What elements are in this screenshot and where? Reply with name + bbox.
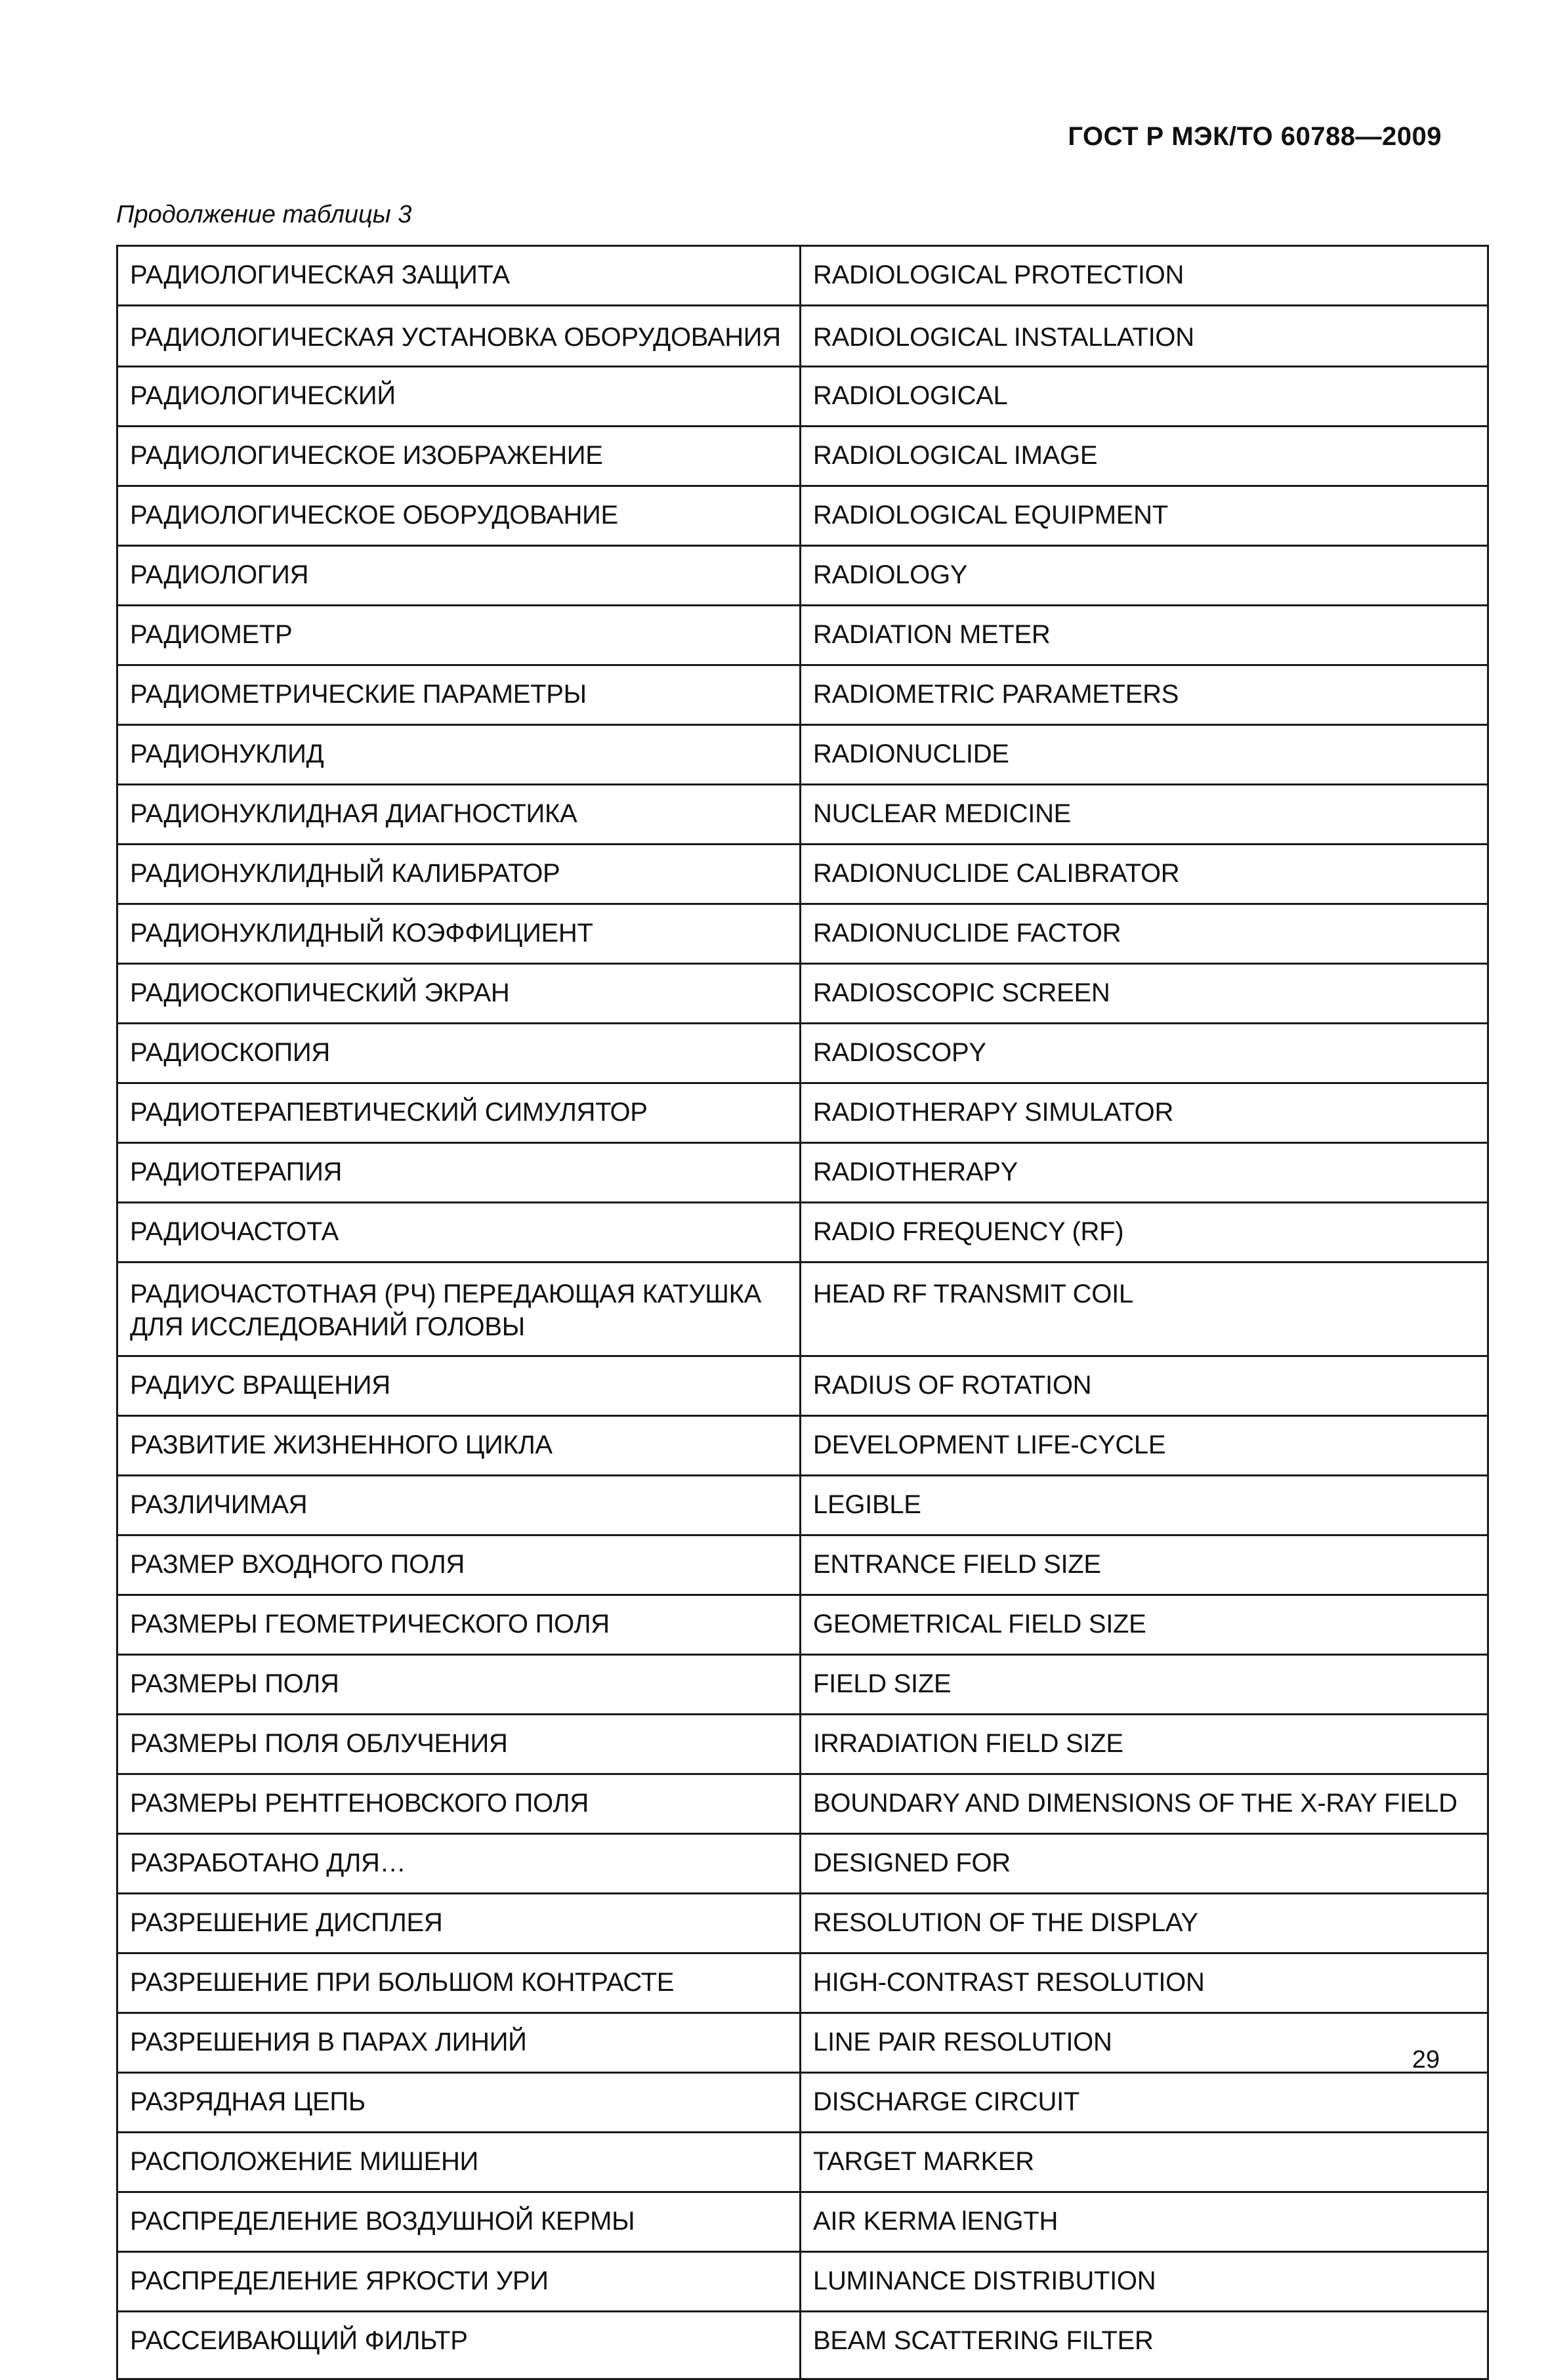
table-row (117, 1715, 1488, 1774)
table-row (117, 1894, 1488, 1953)
table-row (117, 2073, 1488, 2133)
table-row (117, 1476, 1488, 1535)
terms-table-body (117, 246, 1488, 2379)
term-en-cell: RESOLUTION OF THE DISPLAY (801, 1894, 1488, 1953)
page-number: 29 (1412, 2046, 1440, 2074)
table-row (117, 306, 1488, 367)
table-row (117, 1263, 1488, 1356)
term-ru-cell: РАДИОЛОГИЧЕСКИЙ (117, 367, 801, 427)
term-ru-cell: РАЗМЕРЫ ГЕОМЕТРИЧЕСКОГО ПОЛЯ (117, 1595, 801, 1655)
term-en-cell: RADIOLOGICAL IMAGE (801, 427, 1488, 486)
term-ru-cell: РАДИОНУКЛИД (117, 725, 801, 785)
table-row (117, 1203, 1488, 1263)
term-en-cell: LUMINANCE DISTRIBUTION (801, 2252, 1488, 2312)
term-ru-cell: РАЗРАБОТАНО ДЛЯ… (117, 1834, 801, 1894)
term-en-cell: HEAD RF TRANSMIT COIL (801, 1263, 1488, 1356)
term-ru-cell: РАЗЛИЧИМАЯ (117, 1476, 801, 1535)
term-en-cell: BEAM SCATTERING FILTER (801, 2312, 1488, 2379)
term-en-cell: DISCHARGE CIRCUIT (801, 2073, 1488, 2133)
table-row (117, 2192, 1488, 2252)
term-ru-cell: РАЗМЕРЫ ПОЛЯ (117, 1655, 801, 1715)
table-row (117, 1083, 1488, 1143)
term-ru-cell: РАДИОСКОПИЯ (117, 1024, 801, 1083)
term-en-cell: RADIOTHERAPY (801, 1143, 1488, 1203)
term-ru-cell: РАДИОМЕТРИЧЕСКИЕ ПАРАМЕТРЫ (117, 665, 801, 725)
term-en-cell: HIGH-CONTRAST RESOLUTION (801, 1953, 1488, 2013)
term-ru-cell: РАЗМЕРЫ РЕНТГЕНОВСКОГО ПОЛЯ (117, 1774, 801, 1834)
term-en-cell: RADIO FREQUENCY (RF) (801, 1203, 1488, 1263)
term-ru-cell: РАЗМЕРЫ ПОЛЯ ОБЛУЧЕНИЯ (117, 1715, 801, 1774)
term-ru-cell: РАДИОНУКЛИДНЫЙ КОЭФФИЦИЕНТ (117, 904, 801, 964)
term-en-cell: RADIUS OF ROTATION (801, 1356, 1488, 1416)
term-ru-cell: РАСПРЕДЕЛЕНИЕ ВОЗДУШНОЙ КЕРМЫ (117, 2192, 801, 2252)
term-en-cell: TARGET MARKER (801, 2133, 1488, 2192)
table-row (117, 845, 1488, 904)
term-en-cell: RADIONUCLIDE FACTOR (801, 904, 1488, 964)
term-en-cell: RADIATION METER (801, 606, 1488, 665)
term-ru-cell: РАДИОСКОПИЧЕСКИЙ ЭКРАН (117, 964, 801, 1024)
term-en-cell: DESIGNED FOR (801, 1834, 1488, 1894)
table-row (117, 2312, 1488, 2379)
table-row (117, 2252, 1488, 2312)
term-ru-cell: РАССЕИВАЮЩИЙ ФИЛЬТР (117, 2312, 801, 2379)
table-row (117, 2013, 1488, 2073)
term-ru-cell: РАДИОЛОГИЧЕСКАЯ ЗАЩИТА (117, 246, 801, 306)
term-en-cell: FIELD SIZE (801, 1655, 1488, 1715)
term-en-cell: NUCLEAR MEDICINE (801, 785, 1488, 845)
term-ru-cell: РАДИОТЕРАПИЯ (117, 1143, 801, 1203)
term-en-cell: RADIOSCOPIC SCREEN (801, 964, 1488, 1024)
term-en-cell: ENTRANCE FIELD SIZE (801, 1535, 1488, 1595)
table-row (117, 1953, 1488, 2013)
table-row (117, 486, 1488, 546)
term-en-cell: LINE PAIR RESOLUTION (801, 2013, 1488, 2073)
term-ru-cell: РАЗРЕШЕНИЯ В ПАРАХ ЛИНИЙ (117, 2013, 801, 2073)
term-en-cell: GEOMETRICAL FIELD SIZE (801, 1595, 1488, 1655)
table-caption: Продолжение таблицы 3 (116, 201, 412, 228)
table-row (117, 1774, 1488, 1834)
table-row (117, 2133, 1488, 2192)
term-ru-cell: РАЗМЕР ВХОДНОГО ПОЛЯ (117, 1535, 801, 1595)
term-en-cell: RADIOLOGICAL INSTALLATION (801, 306, 1488, 367)
term-ru-cell: РАСПОЛОЖЕНИЕ МИШЕНИ (117, 2133, 801, 2192)
terms-table (116, 245, 1489, 2380)
table-row (117, 546, 1488, 606)
term-en-cell: RADIOSCOPY (801, 1024, 1488, 1083)
table-row (117, 1595, 1488, 1655)
term-ru-cell: РАДИОЧАСТОТНАЯ (РЧ) ПЕРЕДАЮЩАЯ КАТУШКА ДЛЯ ИССЛЕДОВАНИЙ ГОЛОВЫ (117, 1263, 801, 1356)
term-en-cell: IRRADIATION FIELD SIZE (801, 1715, 1488, 1774)
table-row (117, 964, 1488, 1024)
term-en-cell: RADIOMETRIC PARAMETERS (801, 665, 1488, 725)
table-row (117, 725, 1488, 785)
term-en-cell: AIR KERMA lENGTH (801, 2192, 1488, 2252)
term-ru-cell: РАЗВИТИЕ ЖИЗНЕННОГО ЦИКЛА (117, 1416, 801, 1476)
term-ru-cell: РАДИОТЕРАПЕВТИЧЕСКИЙ СИМУЛЯТОР (117, 1083, 801, 1143)
term-ru-cell: РАЗРЕШЕНИЕ ПРИ БОЛЬШОМ КОНТРАСТЕ (117, 1953, 801, 2013)
term-en-cell: RADIOLOGICAL EQUIPMENT (801, 486, 1488, 546)
term-en-cell: LEGIBLE (801, 1476, 1488, 1535)
term-en-cell: RADIOLOGICAL PROTECTION (801, 246, 1488, 306)
table-row (117, 1356, 1488, 1416)
table-row (117, 606, 1488, 665)
term-en-cell: RADIONUCLIDE CALIBRATOR (801, 845, 1488, 904)
table-row (117, 1024, 1488, 1083)
term-ru-cell: РАДИУС ВРАЩЕНИЯ (117, 1356, 801, 1416)
term-ru-cell: РАДИОЛОГИЧЕСКОЕ ОБОРУДОВАНИЕ (117, 486, 801, 546)
table-row (117, 904, 1488, 964)
table-row (117, 1535, 1488, 1595)
term-en-cell: RADIOLOGY (801, 546, 1488, 606)
term-ru-cell: РАЗРЕШЕНИЕ ДИСПЛЕЯ (117, 1894, 801, 1953)
term-en-cell: RADIONUCLIDE (801, 725, 1488, 785)
term-ru-cell: РАДИОНУКЛИДНАЯ ДИАГНОСТИКА (117, 785, 801, 845)
table-row (117, 785, 1488, 845)
term-en-cell: DEVELOPMENT LIFE-CYCLE (801, 1416, 1488, 1476)
term-ru-cell: РАДИОМЕТР (117, 606, 801, 665)
term-en-cell: RADIOTHERAPY SIMULATOR (801, 1083, 1488, 1143)
table-row (117, 1834, 1488, 1894)
term-ru-cell: РАДИОНУКЛИДНЫЙ КАЛИБРАТОР (117, 845, 801, 904)
term-ru-cell: РАДИОЛОГИЯ (117, 546, 801, 606)
table-row (117, 1143, 1488, 1203)
term-en-cell: BOUNDARY AND DIMENSIONS OF THE X-RAY FIELD (801, 1774, 1488, 1834)
table-row (117, 665, 1488, 725)
table-row (117, 1416, 1488, 1476)
document-code: ГОСТ Р МЭК/ТО 60788—2009 (1068, 122, 1442, 151)
term-ru-cell: РАСПРЕДЕЛЕНИЕ ЯРКОСТИ УРИ (117, 2252, 801, 2312)
term-ru-cell: РАДИОЛОГИЧЕСКОЕ ИЗОБРАЖЕНИЕ (117, 427, 801, 486)
table-row (117, 1655, 1488, 1715)
table-row (117, 427, 1488, 486)
term-ru-cell: РАДИОЧАСТОТА (117, 1203, 801, 1263)
table-row (117, 367, 1488, 427)
term-en-cell: RADIOLOGICAL (801, 367, 1488, 427)
table-row (117, 246, 1488, 306)
term-ru-cell: РАДИОЛОГИЧЕСКАЯ УСТАНОВКА ОБОРУДОВАНИЯ (117, 306, 801, 367)
term-ru-cell: РАЗРЯДНАЯ ЦЕПЬ (117, 2073, 801, 2133)
